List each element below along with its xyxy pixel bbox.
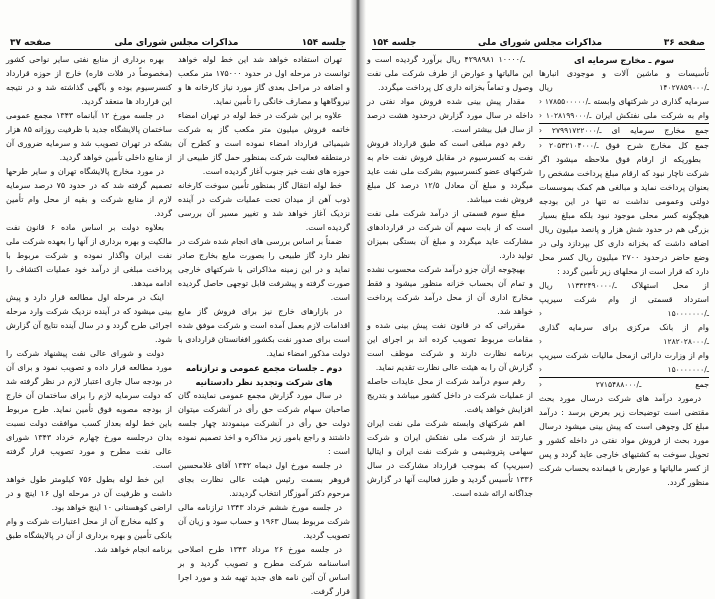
- row-amount: ـ/۱۴۰۲۷۸۵۹۰۰۰ ریال: [539, 83, 709, 92]
- row-label: وام به شرکت ملی نفتکش ایران: [595, 111, 710, 120]
- left-page: [0, 0, 356, 599]
- paragraph: در جلسه مورخ ششم خرداد ۱۳۴۳ ترازنامه مالی شرکت مربوط بسال ۱۹۶۳ و حساب سود و زیان آن تصویب گردید.: [178, 503, 350, 540]
- page-number: صفحه ۳۷: [10, 38, 52, 48]
- paragraph: در جلسه مورخ ۲۶ مرداد ۱۳۴۳ طرح اصلاحی اساسنامه شرکت مطرح و تصویب گردید و بر اساس آن آئین نامه های جدید تهیه شد و مورد اجرا قرار گرفت.: [178, 545, 350, 596]
- session-number: جلسه ۱۵۴: [301, 38, 346, 48]
- section-heading: سوم ـ مخارج سرمایه ای: [574, 55, 674, 65]
- paragraph: علاوه بر این شرکت در خط لوله در تهران امضاء خاتمه فروش میلیون متر مکعب گاز به شرکت شیمیائی قرارداد امضاء نموده است و کطرح آن درمنطقه فعالیت شرکت بمنظور حمل گاز طبیعی از حوزه های نفت خیز جنوب آغاز گردیده است.: [178, 111, 350, 176]
- paragraph: در سال مورد گزارش مجمع عمومی نماینده گان صاحبان سهام شرکت حق رأی در آنشرکت میتوان دولت حق رأی در آنشرکت مینمودند چهار جلسه داشتند و راجع بامور زیر مذاکره و اخذ تصمیم نموده است :: [178, 391, 350, 456]
- publication-title: مذاکرات مجلس شورای ملی: [114, 38, 239, 48]
- paragraph: دولت و شورای عالی نفت پیشنهاد شرکت را مورد مطالعه قرار داده و تصویب نمود و برای آن در بودجه سال جاری اعتبار لازم در نظر گرفته شد که دولت سرمایه لازم را برای ساختمان آن خارج از بودجه مصوبه فوق تأمین نماید. طرح مربوط باین خط لوله بعداز کسب موافقت دولت نسبت بدان درجلسه مورخ چهارم خرداد ۱۳۴۳ شورای عالی نفت مطرح و مورد تصویب قرار گرفته است.: [6, 349, 172, 470]
- session-number: جلسه ۱۵۴: [372, 38, 417, 48]
- text-column-right: [178, 53, 350, 599]
- paragraph: مقرراتی که در قانون نفت پیش بینی شده و مقامات مربوط تصویب کرده اند بر اجرای این برنامه نظارت دارند و شرکت موظف است گزارش آن را به هیئت عالی نظارت تقدیم نماید.: [367, 321, 533, 372]
- row-label: وام از بانک مرکزی برای سرمایه گذاری: [539, 323, 709, 332]
- paragraph: بهره برداری از منابع نفتی سایر نواحی کشور (مخصوصاً در فلات قاره) خارج از حوزه قرارداد کنسرسیوم بوده و بآگهی گذاشته شد و در نتیجه این قرارداد ها منعقد گردید.: [6, 55, 172, 106]
- paragraph: تهران استفاده خواهد شد این خط لوله خواهد توانست در مرحله اول در حدود ۱۷۵۰۰۰ متر مکعب و اضافه در مراحل بعدی گاز مورد نیاز کارخانه ها و نیروگاهها و مصارف خانگی را تأمین نماید.: [178, 55, 350, 106]
- row-label: وام از وزارت دارائی ازمحل مالیات شرکت سیریپ: [539, 351, 709, 360]
- funding-item-row: [539, 321, 709, 349]
- row-amount: ـ/۲۷۹۹۱۷۲۲۰۰۰ ‹: [539, 126, 602, 135]
- row-amount: ـ/۱۰۲۸۱۹۹۰۰۰ ‹: [539, 111, 592, 120]
- row-amount: ـ/۱۱۳۳۲۴۹۰۰۰۰ ریال: [539, 281, 617, 290]
- paragraph: در جلسه مورخ اول دیماه ۱۳۴۲ آقای غلامحسین فروهر بسمت رئیس هیئت عالی نظارت بجای مرحوم دکتر آموزگار انتخاب گردیدند.: [178, 461, 350, 498]
- paragraph: ضمناً بر اساس بررسی های انجام شده شرکت در نظر دارد گاز طبیعی را بصورت مایع بخارج صادر نماید و در این زمینه مذاکراتی با شرکتهای خارجی صورت گرفته و پیشرفت قابل توجهی حاصل گردیده است.: [178, 237, 350, 302]
- row-label: تأسیسات و ماشین آلات و موجودی انبارها: [539, 69, 709, 78]
- paragraph: و کلیه مخارج آن از محل اعتبارات شرکت و وام بانکی تأمین و بهره برداری از آن در پالایشگاه طبق برنامه انجام خواهد شد.: [6, 517, 172, 554]
- paragraph: بهیچوجه ازآن جزو درآمد شرکت محسوب نشده و تمام آن بحساب خزانه منظور میشود و فقط مخارج اداری آن از محل درآمد شرکت پرداخت خواهد شد.: [367, 265, 533, 316]
- paragraph: بطوریکه از ارقام فوق ملاحظه میشود اگر شرکت ناچار نبود که ارقام مبلغ پرداخت مشخص را بعنوان پرداخت نماید و مبالغی هم کمک بموسسات دولتی وعمومی نداشت نه تنها در این بودجه هیچگونه کسر محلی موجود نبود بلکه مبلغ بسیار بزرگی هم در حدود شش هزار و پانصد میلیون ریال اضافه داشت که بخزانه داری کل بپردازد ولی در وضع حاضر درحدود ۲۷۰۰ میلیون ریال کسر محل دارد که قرار است از محلهای زیر تأمین گردد :: [539, 155, 709, 276]
- paragraph: اهم شرکتهای وابسته شرکت ملی نفت ایران عبارتند از شرکت ملی نفتکش ایران و شرکت سهامی پتروشیمی و شرکت نفت ایران و ایتالیا (سیریپ) که بموجب قرارداد مشارکت در سال ۱۳۳۶ تأسیس گردید و طرز فعالیت آنها در گزارش جداگانه ارائه شده است.: [367, 419, 533, 498]
- funding-total-row: [539, 377, 709, 392]
- grand-total-row: [539, 138, 709, 153]
- publication-title: مذاکرات مجلس شورای ملی: [478, 38, 603, 48]
- row-label: استرداد قسمتی از وام شرکت سیریپ: [539, 295, 709, 304]
- funding-item-row: [539, 349, 709, 377]
- right-page: [362, 0, 715, 599]
- paragraph: خط لوله انتقال گاز بمنظور تأمین سوخت کارخانه ذوب آهن از میدان تحت عملیات شرکت در آینده نزدیک آغاز خواهد شد و تغییر مسیر آن بررسی گردیده است.: [178, 181, 350, 232]
- paragraph: بعلاوه دولت بر اساس ماده ۶ قانون نفت مالکیت و بهره برداری از آنها را بعهده شرکت ملی نفت ایران واگذار نموده و شرکت مربوط با پرداخت مبلغی از درآمد خود عملیات اکتشاف را ادامه میدهد.: [6, 223, 172, 288]
- text-column-right: [539, 53, 709, 490]
- funding-item-row: [539, 293, 709, 321]
- row-label: سرمایه گذاری در شرکتهای وابسته: [593, 97, 710, 106]
- page-header: [10, 34, 346, 50]
- row-amount: ـ/۱۲۸۲۰۲۸۰۰۰ ‹: [539, 337, 709, 346]
- paragraph: در مورد مخارج پالایشگاه تهران و سایر طرحها تصمیم گرفته شد که در حدود ۷۵ درصد سرمایه لازم از منابع شرکت و بقیه از محل وام تأمین گردد.: [6, 167, 173, 218]
- row-amount: ـ/۱۵۰۰۰۰۰۰۰ ‹: [539, 309, 709, 318]
- paragraph: مقدار پیش بینی شده فروش مواد نفتی در داخله در سال مورد گزارش درحدود هشت درصد از سال قبل بیشتر است.: [367, 97, 533, 134]
- text-column-left: [6, 53, 172, 557]
- paragraph: درمورد درآمد های شرکت درسال مورد بحث مقتضی است توضیحات زیر بعرض برسد : درآمد مبلغ کل وجوهی است که پیش بینی میشود درسال مورد بحث از فروش مواد نفتی در داخله کشور و تحویل سوخت به کشتیهای خارجی عاید گردد و پس از کسر مالیاتها و عوارض با قیمانده بحساب شرکت منظور گردد.: [539, 394, 709, 487]
- paragraph: در جلسه مورخ ۱۲ آبانماه ۱۳۴۳ مجمع عمومی ساختمان پالایشگاه جدید با ظرفیت روزانه ۸۵ هزار بشکه در تهران تصویب شد و سرمایه ضروری آن از منابع داخلی تأمین خواهد گردید.: [6, 111, 172, 162]
- page-number: صفحه ۳۶: [663, 38, 705, 48]
- paragraph: این خط لوله بطول ۷۵۶ کیلومتر طول خواهد داشت و ظرفیت آن در مرحله اول ۱۶ اینچ و در اراضی کوهستانی ۱۰ اینچ خواهد بود.: [6, 475, 172, 512]
- capital-item-row: [539, 109, 709, 123]
- book-gutter: [350, 0, 366, 599]
- section-heading: دوم ـ جلسات مجمع عمومی و ترازنامه های شرکت وتجدید نظر دادستانیه: [185, 363, 343, 387]
- row-label: جمع مخارج سرمایه ای: [611, 126, 709, 135]
- paragraph: در بازارهای خارج نیز برای فروش گاز مایع اقدامات لازم بعمل آمده است و شرکت موفق شده است برای صدور نفت بکشور افغانستان قراردادی با دولت مذکور امضاء نماید.: [178, 307, 350, 358]
- row-label: از محل استهلاک: [631, 281, 710, 290]
- capital-item-row: [539, 67, 709, 95]
- capital-item-row: [539, 95, 709, 109]
- paragraph: رقم سوم درآمد شرکت از محل عایدات حاصله از عملیات شرکت در داخل کشور میباشد و بتدریج افزایش خواهد یافت.: [367, 377, 533, 414]
- row-amount: ـ/۱۷۸۵۵۰۰۰۰۰ ‹: [539, 97, 591, 106]
- row-label: جمع: [695, 380, 710, 389]
- row-amount: ـ/۲۷۱۵۴۸۸۰۰۰ ‹: [539, 380, 642, 389]
- text-column-left: [367, 53, 533, 501]
- paragraph: مبلغ سوم قسمتی از درآمد شرکت ملی نفت است که از بابت سهم آن شرکت در قراردادهای مشارکت عاید میگردد و مبلغ آن بستگی بمیزان تولید دارد.: [367, 209, 533, 260]
- page-header: [372, 34, 705, 50]
- row-amount: ـ/۲۰۵۳۲۱۰۴۰۰۰ ‹: [539, 141, 599, 150]
- row-amount: ـ/۱۵۰۰۰۰۰۰۰ ‹: [539, 365, 709, 374]
- capital-total-row: [539, 123, 709, 138]
- row-label: جمع کل مخارج شرح فوق: [605, 141, 709, 150]
- paragraph: رقم دوم مبلغی است که طبق قرارداد فروش نفت به کنسرسیوم در مقابل فروش نفت خام به شرکتهای عضو کنسرسیوم بشرکت ملی نفت عاید میگردد و مبلغ آن معادل ۱۲/۵ درصد کل مبلغ فروش نفت میباشد.: [367, 139, 533, 204]
- paragraph: ـ/۱۰۰۰۰ ۴۲۹۸۹۸۱ ریال برآورد گردیده است و این مالیاتها و عوارض از طرف شرکت ملی نفت وصول و تماماً بخزانه داری کل پرداخت میگردد.: [367, 55, 533, 92]
- funding-item-row: [539, 279, 709, 293]
- paragraph: اینک در مرحله اول مطالعه قرار دارد و پیش بینی میشود که در آینده نزدیک شرکت وارد مرحله اجرائی طرح گردد و در سال آینده نتایج آن گزارش شود.: [6, 293, 172, 344]
